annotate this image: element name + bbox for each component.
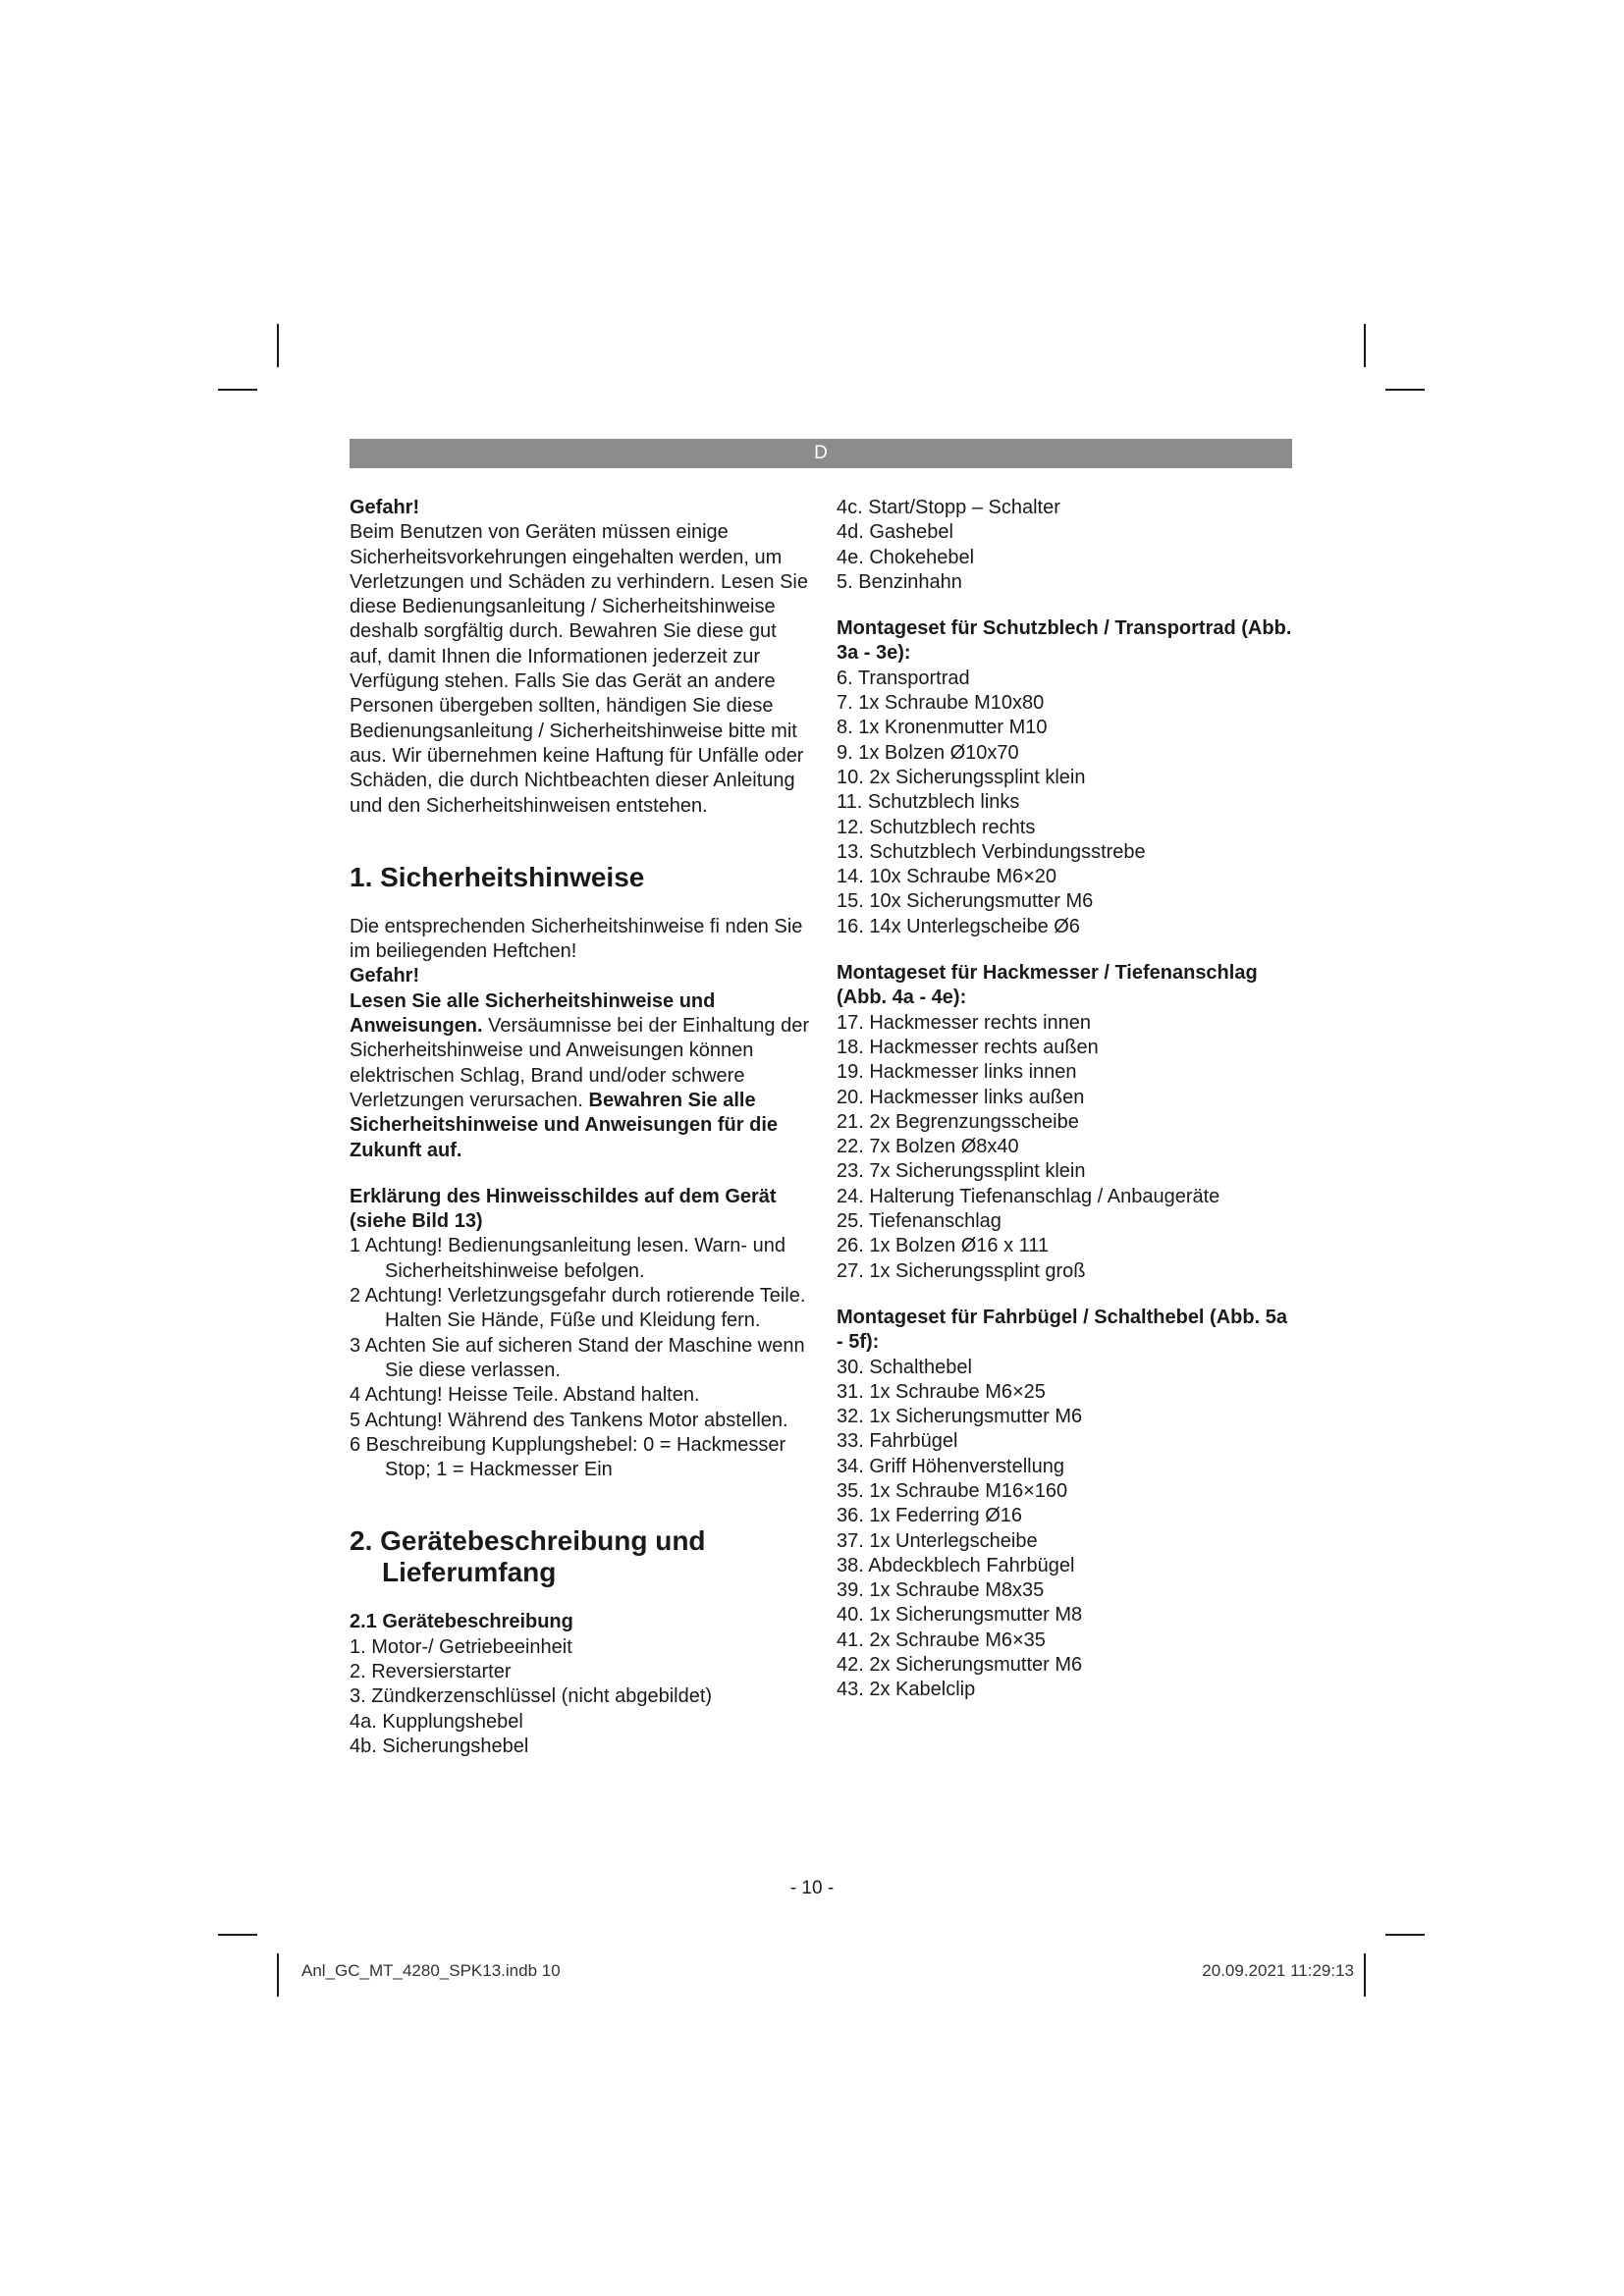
mounting-set-1-heading: Montageset für Schutzblech / Transportrad (Abb. 3a - 3e): — [837, 617, 1292, 665]
list-item: 42. 2x Sicherungsmutter M6 — [837, 1654, 1083, 1677]
list-item: 26. 1x Bolzen Ø16 x 111 — [837, 1235, 1050, 1257]
crop-mark — [277, 324, 279, 367]
intro-heading: Gefahr! — [350, 497, 420, 518]
list-item: 3. Zündkerzenschlüssel (nicht abgebildet) — [350, 1685, 713, 1708]
list-item: 1. Motor-/ Getriebeeinheit — [350, 1635, 572, 1658]
list-item: 19. Hackmesser links innen — [837, 1061, 1077, 1084]
section-1-text: Die entsprechenden Sicherheitshinweise fi nden Sie im beiliegenden Heftchen! — [350, 915, 803, 963]
list-item: 20. Hackmesser links außen — [837, 1086, 1085, 1108]
list-item: 13. Schutzblech Verbindungsstrebe — [837, 840, 1146, 863]
page-number: - 10 - — [789, 1878, 835, 1898]
warning-bold-1: Lesen Sie alle Sicherheitshinweise und Anweisungen. — [350, 989, 716, 1038]
mounting-set-2-list — [837, 1011, 1298, 1284]
list-item: 10. 2x Sicherungssplint klein — [837, 766, 1086, 788]
list-item: 5 Achtung! Während des Tankens Motor abstellen. — [350, 1409, 788, 1431]
list-item: 9. 1x Bolzen Ø10x70 — [837, 741, 1019, 764]
list-item: 12. Schutzblech rechts — [837, 816, 1036, 838]
warning-text: Versäumnisse bei der Einhaltung der Sicherheitshinweise und Anweisungen können elektrischen Schlag, Brand und/oder schwere Verletzungen verursachen. — [350, 1015, 809, 1111]
list-item: 22. 7x Bolzen Ø8x40 — [837, 1136, 1019, 1158]
left-column — [350, 496, 811, 1759]
crop-mark — [1364, 1953, 1366, 1997]
list-item: 6. Transportrad — [837, 667, 970, 689]
list-item: 34. Griff Höhenverstellung — [837, 1455, 1064, 1477]
list-item: 31. 1x Schraube M6×25 — [837, 1380, 1046, 1403]
list-item: 25. Tiefenanschlag — [837, 1210, 1001, 1233]
list-item: 27. 1x Sicherungssplint groß — [837, 1259, 1086, 1282]
list-item: 18. Hackmesser rechts außen — [837, 1036, 1099, 1058]
list-item: 21. 2x Begrenzungsscheibe — [837, 1110, 1079, 1133]
list-item: 33. Fahrbügel — [837, 1430, 958, 1453]
list-item: 16. 14x Unterlegscheibe Ø6 — [837, 915, 1080, 937]
list-item: 38. Abdeckblech Fahrbügel — [837, 1554, 1075, 1576]
crop-mark — [218, 389, 257, 391]
list-item: 30. Schalthebel — [837, 1356, 972, 1378]
list-item: 17. Hackmesser rechts innen — [837, 1011, 1092, 1034]
crop-mark — [218, 1934, 257, 1936]
section-header-bar — [350, 439, 1292, 468]
list-item: 4b. Sicherungshebel — [350, 1735, 529, 1757]
list-item: 36. 1x Federring Ø16 — [837, 1505, 1022, 1527]
list-item: 40. 1x Sicherungsmutter M8 — [837, 1604, 1083, 1627]
warning-heading: Gefahr! — [350, 965, 420, 988]
list-item: 8. 1x Kronenmutter M10 — [837, 717, 1048, 739]
warning-paragraph — [350, 989, 811, 1163]
list-item: 14. 10x Schraube M6×20 — [837, 866, 1057, 888]
mounting-set-1-list — [837, 667, 1298, 939]
list-item: 5. Benzinhahn — [837, 570, 962, 593]
device-description-list — [350, 1635, 811, 1759]
sign-list — [350, 1234, 811, 1482]
list-item: 37. 1x Unterlegscheibe — [837, 1529, 1038, 1552]
crop-mark — [1385, 389, 1425, 391]
footer-file-name: Anl_GC_MT_4280_SPK13.indb 10 — [301, 1961, 561, 1980]
mounting-set-2-heading: Montageset für Hackmesser / Tiefenanschlag (Abb. 4a - 4e): — [837, 962, 1258, 1009]
list-item: 4e. Chokehebel — [837, 546, 975, 568]
crop-mark — [1364, 324, 1366, 367]
list-item: 4a. Kupplungshebel — [350, 1710, 523, 1733]
mounting-set-3-heading: Montageset für Fahrbügel / Schalthebel (Abb. 5a - 5f): — [837, 1306, 1287, 1354]
footer-datetime: 20.09.2021 11:29:13 — [1202, 1961, 1354, 1980]
list-item: 1 Achtung! Bedienungsanleitung lesen. Warn- und Sicherheitshinweise befolgen. — [350, 1235, 786, 1282]
list-item: 41. 2x Schraube M6×35 — [837, 1629, 1046, 1651]
list-item: 43. 2x Kabelclip — [837, 1679, 976, 1701]
list-item: 4d. Gashebel — [837, 521, 953, 544]
mounting-set-3-list — [837, 1356, 1298, 1703]
subsection-2-1-title: 2.1 Gerätebeschreibung — [350, 1611, 573, 1633]
list-item: 32. 1x Sicherungsmutter M6 — [837, 1406, 1083, 1428]
sign-heading: Erklärung des Hinweisschildes auf dem Gerät (siehe Bild 13) — [350, 1185, 777, 1233]
list-item: 4c. Start/Stopp – Schalter — [837, 497, 1060, 518]
list-item: 6 Beschreibung Kupplungshebel: 0 = Hackmesser Stop; 1 = Hackmesser Ein — [350, 1433, 786, 1481]
section-2-title: 2. Gerätebeschreibung und Lieferumfang — [350, 1525, 706, 1588]
list-item: 7. 1x Schraube M10x80 — [837, 692, 1045, 715]
list-item: 3 Achten Sie auf sicheren Stand der Maschine wenn Sie diese verlassen. — [350, 1334, 805, 1381]
list-item: 15. 10x Sicherungsmutter M6 — [837, 890, 1094, 913]
section-1-title: 1. Sicherheitshinweise — [350, 861, 645, 892]
list-item: 35. 1x Schraube M16×160 — [837, 1479, 1068, 1502]
list-item: 2 Achtung! Verletzungsgefahr durch rotierende Teile. Halten Sie Hände, Füße und Kleidung fern. — [350, 1285, 806, 1332]
list-item: 4 Achtung! Heisse Teile. Abstand halten. — [350, 1384, 700, 1407]
crop-mark — [1385, 1934, 1425, 1936]
device-description-list-continued — [837, 496, 1298, 595]
list-item: 24. Halterung Tiefenanschlag / Anbaugeräte — [837, 1185, 1220, 1207]
crop-mark — [277, 1953, 279, 1997]
list-item: 23. 7x Sicherungssplint klein — [837, 1160, 1086, 1183]
intro-text: Beim Benutzen von Geräten müssen einige Sicherheitsvorkehrungen eingehalten werden, um Verletzungen und Schäden zu verhindern. Lesen Sie diese Bedienungsanleitung / Sicherheitshinweise deshalb sorgfältig durch. Bewahren Sie diese gut auf, damit Ihnen die Informationen jederzeit zur Verfügung stehen. Falls Sie das Gerät an andere Personen übergeben sollten, händigen Sie diese Bedienungsanleitung / Sicherheitshinweise bitte mit aus. Wir übernehmen keine Haftung für Unfälle oder Schäden, die durch Nichtbeachten dieser Anleitung und den Sicherheitshinweisen entstehen. — [350, 521, 809, 817]
right-column — [837, 496, 1298, 1703]
list-item: 39. 1x Schraube M8x35 — [837, 1579, 1045, 1602]
list-item: 11. Schutzblech links — [837, 791, 1020, 814]
list-item: 2. Reversierstarter — [350, 1660, 512, 1682]
warning-bold-2: Bewahren Sie alle Sicherheitshinweise und Anweisungen für die Zukunft auf. — [350, 1089, 778, 1161]
section-label: D — [814, 443, 828, 463]
